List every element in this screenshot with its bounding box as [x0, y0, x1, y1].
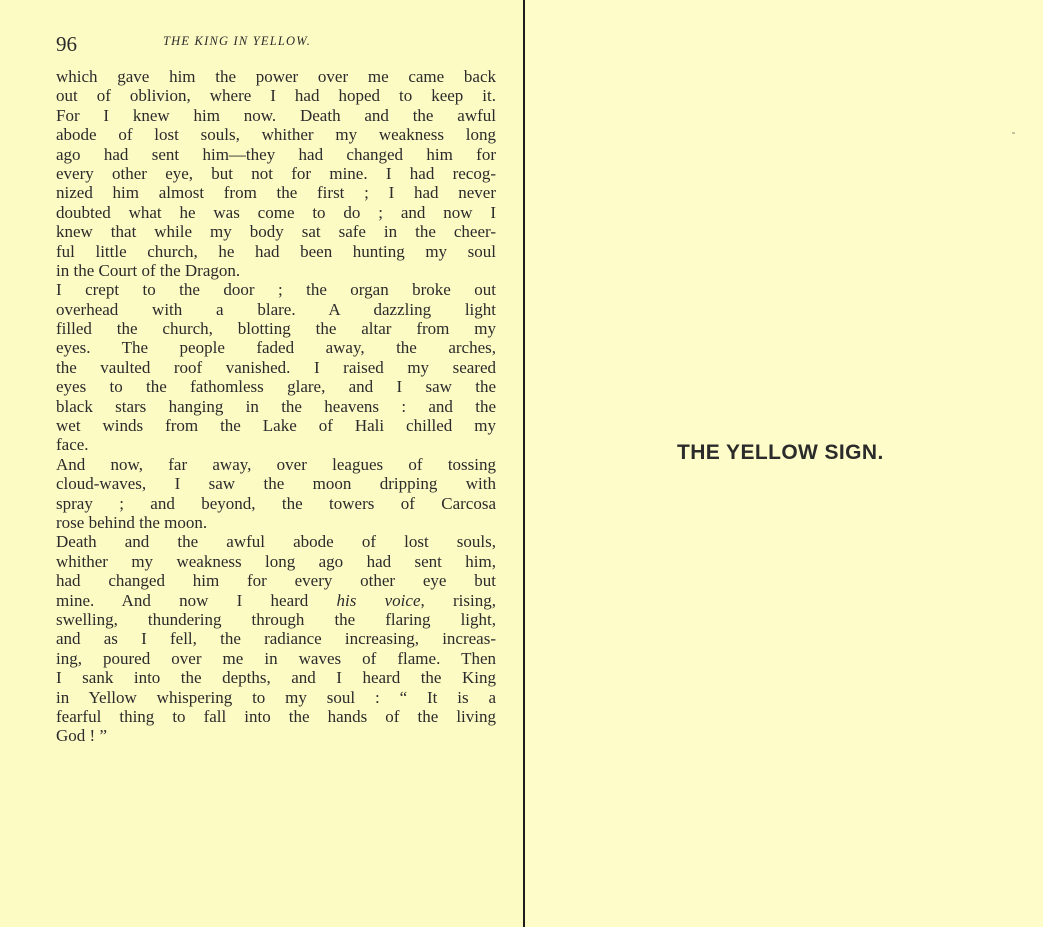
text-line: every other eye, but not for mine. I had recog- [56, 163, 496, 183]
text-line: knew that while my body sat safe in the cheer- [56, 222, 496, 242]
text-line: rose behind the moon. [56, 512, 208, 532]
text-line: filled the church, blotting the altar from my [56, 319, 496, 339]
text-segment: , rising, [420, 590, 496, 610]
text-line: abode of lost souls, whither my weakness long [56, 125, 496, 145]
text-line: fearful thing to fall into the hands of the living [56, 706, 496, 726]
text-line: And now, far away, over leagues of tossing [56, 454, 496, 474]
text-line: ing, poured over me in waves of flame. Then [56, 648, 496, 668]
text-line: I crept to the door ; the organ broke out [56, 280, 496, 300]
text-line: face. [56, 435, 89, 455]
italic-phrase: his voice [336, 590, 421, 610]
right-page [525, 0, 1043, 927]
text-line: the vaulted roof vanished. I raised my seared [56, 357, 496, 377]
chapter-title: THE YELLOW SIGN. [677, 441, 884, 464]
text-line: God ! ” [56, 726, 107, 746]
text-line: doubted what he was come to do ; and now I [56, 202, 496, 222]
body-text [56, 67, 496, 746]
text-line: and as I fell, the radiance increasing, increas- [56, 629, 496, 649]
text-line: nized him almost from the first ; I had never [56, 183, 496, 203]
text-line-with-italic [56, 591, 496, 610]
paper-speck [1012, 132, 1015, 134]
text-line: ful little church, he had been hunting my soul [56, 241, 496, 261]
text-line: Death and the awful abode of lost souls, [56, 532, 496, 552]
text-line: in Yellow whispering to my soul : “ It is a [56, 687, 496, 707]
text-line: which gave him the power over me came back [56, 67, 496, 86]
text-line: black stars hanging in the heavens : and the [56, 396, 496, 416]
text-line: I sank into the depths, and I heard the King [56, 668, 496, 688]
text-line: For I knew him now. Death and the awful [56, 105, 496, 125]
running-title: THE KING IN YELLOW. [163, 34, 312, 48]
text-line: cloud-waves, I saw the moon dripping with [56, 474, 496, 494]
text-line: swelling, thundering through the flaring light, [56, 609, 496, 629]
text-line: eyes. The people faded away, the arches, [56, 338, 496, 358]
text-line: whither my weakness long ago had sent him, [56, 551, 496, 571]
text-line: spray ; and beyond, the towers of Carcosa [56, 493, 496, 513]
text-line: had changed him for every other eye but [56, 571, 496, 591]
text-line: ago had sent him—they had changed him for [56, 144, 496, 164]
text-segment: mine. And now I heard [56, 590, 337, 610]
text-line: in the Court of the Dragon. [56, 260, 241, 280]
page-number: 96 [56, 32, 77, 56]
text-line: eyes to the fathomless glare, and I saw the [56, 377, 496, 397]
running-head [56, 30, 496, 58]
text-line: overhead with a blare. A dazzling light [56, 299, 496, 319]
text-line: out of oblivion, where I had hoped to keep it. [56, 86, 496, 106]
text-line: wet winds from the Lake of Hali chilled my [56, 416, 496, 436]
